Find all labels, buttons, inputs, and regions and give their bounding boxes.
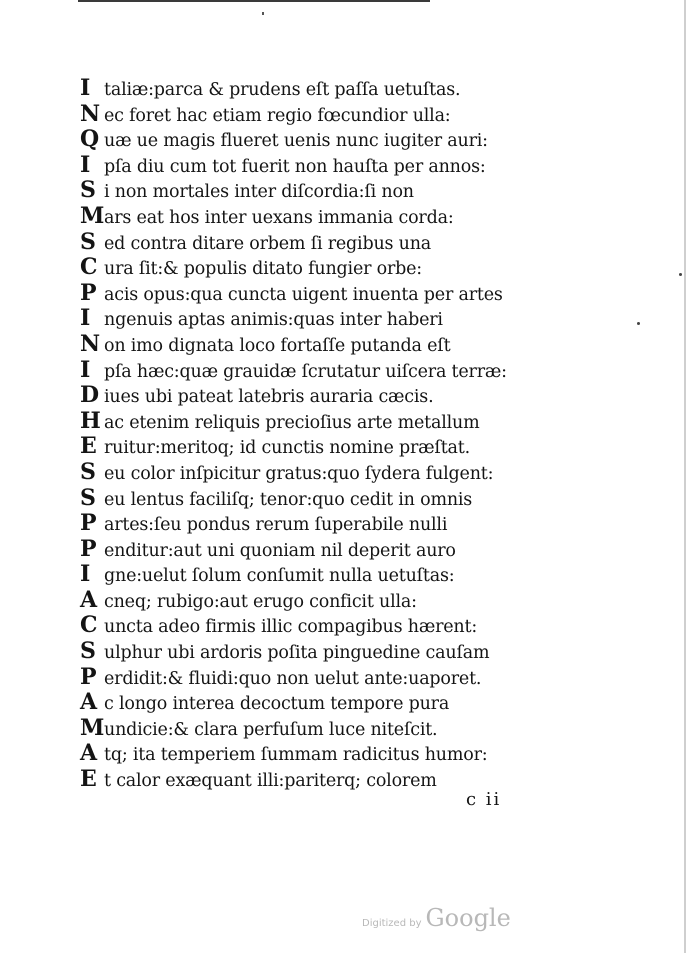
top-mark	[262, 12, 264, 15]
verse-initial: E	[80, 766, 97, 793]
verse-initial: S	[80, 458, 96, 485]
verse-line	[80, 486, 520, 512]
verse-initial: C	[80, 254, 98, 281]
verse-text: eu color inſpicitur gratus:quo ſydera fulgent:	[104, 463, 494, 484]
verse-initial: A	[80, 689, 98, 716]
verse-initial: I	[80, 356, 91, 383]
verse-text: eu lentus faciliſq; tenor:quo cedit in omnis	[104, 489, 473, 510]
verse-initial: Q	[80, 126, 100, 153]
verse-text: ruitur:meritoq; id cunctis nomine præſtat.	[104, 438, 470, 459]
signature-mark: c ii	[466, 789, 502, 810]
verse-initial: M	[80, 202, 105, 229]
verse-line	[80, 332, 520, 358]
verse-text: iues ubi pateat latebris auraria cæcis.	[104, 387, 434, 408]
verse-line	[80, 255, 520, 281]
verse-initial: M	[80, 714, 105, 741]
verse-text: pſa diu cum tot fuerit non hauſta per annos:	[104, 156, 486, 177]
verse-initial: A	[80, 740, 98, 767]
verse-line	[80, 562, 520, 588]
verse-line	[80, 230, 520, 256]
verse-line	[80, 741, 520, 767]
verse-text: undicie:& clara perfuſum luce niteſcit.	[104, 719, 438, 740]
verse-line	[80, 383, 520, 409]
verse-line	[80, 178, 520, 204]
verse-line	[80, 204, 520, 230]
verse-initial: I	[80, 151, 91, 178]
verse-text: ulphur ubi ardoris poſita pinguedine cauſam	[104, 643, 490, 664]
verse-line	[80, 511, 520, 537]
verse-initial: I	[80, 305, 91, 332]
verse-initial: S	[80, 638, 96, 665]
verse-text: erdidit:& fluidi:quo non uelut ante:uaporet.	[104, 668, 482, 689]
verse-initial: H	[80, 407, 101, 434]
watermark-brand: Google	[425, 904, 511, 932]
verse-line	[80, 537, 520, 563]
verse-line	[80, 716, 520, 742]
verse-text: t calor exæquant illi:pariterq; colorem	[104, 771, 437, 792]
page-speck	[637, 322, 640, 325]
verse-line	[80, 639, 520, 665]
verse-line	[80, 306, 520, 332]
verse-initial: S	[80, 177, 96, 204]
verse-text: i non mortales inter diſcordia:ſi non	[104, 182, 414, 203]
verse-text: acis opus:qua cuncta uigent inuenta per artes	[104, 284, 503, 305]
verse-initial: I	[80, 561, 91, 588]
verse-initial: N	[80, 100, 101, 127]
verse-initial: P	[80, 510, 97, 537]
verse-line	[80, 434, 520, 460]
page-edge-shadow	[684, 0, 686, 953]
verse-initial: S	[80, 484, 96, 511]
verse-line	[80, 76, 520, 102]
verse-text: tq; ita temperiem ſummam radicitus humor:	[104, 745, 488, 766]
verse-text: pſa hæc:quæ grauidæ ſcrutatur uiſcera terræ:	[104, 361, 507, 382]
verse-text: ars eat hos inter uexans immania corda:	[104, 207, 454, 228]
verse-line	[80, 127, 520, 153]
verse-text: ura ſit:& populis ditato fungier orbe:	[104, 259, 422, 280]
top-rule	[78, 0, 430, 2]
verse-line	[80, 460, 520, 486]
verse-initial: C	[80, 612, 98, 639]
verse-initial: P	[80, 279, 97, 306]
verse-text: ed contra ditare orbem ſi regibus una	[104, 233, 432, 254]
verse-initial: P	[80, 663, 97, 690]
verse-initial: D	[80, 382, 100, 409]
verse-text: uncta adeo firmis illic compagibus hærent:	[104, 617, 478, 638]
verse-text: on imo dignata loco fortaſſe putanda eſt	[104, 335, 451, 356]
verse-initial: N	[80, 330, 101, 357]
digitized-watermark	[362, 904, 511, 932]
verse-initial: S	[80, 228, 96, 255]
verse-line	[80, 690, 520, 716]
verse-initial: A	[80, 586, 98, 613]
verse-line	[80, 613, 520, 639]
verse-line	[80, 102, 520, 128]
verse-initial: E	[80, 433, 97, 460]
verse-line	[80, 358, 520, 384]
verse-line	[80, 665, 520, 691]
verse-text: enditur:aut uni quoniam nil deperit auro	[104, 540, 456, 561]
verse-line	[80, 153, 520, 179]
verse-line	[80, 588, 520, 614]
verse-line	[80, 281, 520, 307]
page-speck	[679, 273, 682, 276]
verse-text: gne:uelut ſolum conſumit nulla uetuſtas:	[104, 566, 455, 587]
verse-text: ec foret hac etiam regio fœcundior ulla:	[104, 105, 451, 126]
watermark-digitized-text: Digitized by	[362, 918, 422, 929]
verse-text: artes:ſeu pondus rerum ſuperabile nulli	[104, 515, 448, 536]
verse-line	[80, 409, 520, 435]
verse-text: ac etenim reliquis precioſius arte metallum	[104, 412, 480, 433]
verse-initial: P	[80, 535, 97, 562]
verse-text: uæ ue magis flueret uenis nunc iugiter auri:	[104, 131, 488, 152]
verse-text: c longo interea decoctum tempore pura	[104, 694, 450, 715]
verse-initial: I	[80, 75, 91, 101]
verse-line	[80, 767, 520, 793]
verse-text: ngenuis aptas animis:quas inter haberi	[104, 310, 443, 331]
verse-text: cneq; rubigo:aut erugo conficit ulla:	[104, 591, 417, 612]
verse-block	[80, 76, 520, 793]
verse-text: taliæ:parca & prudens eſt paſſa uetuſtas.	[104, 80, 461, 100]
